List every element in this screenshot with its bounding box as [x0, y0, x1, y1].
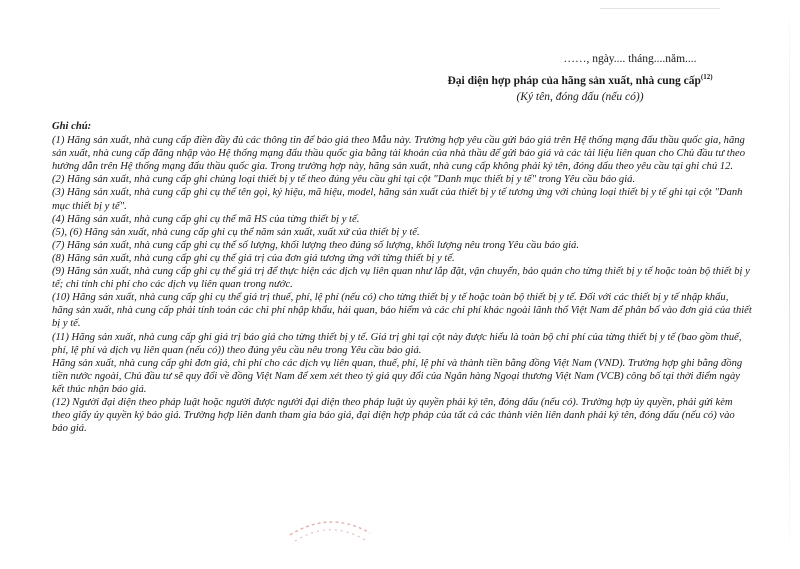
date-line: ……, ngày.... tháng....năm....	[563, 53, 697, 65]
scan-mark	[600, 8, 720, 9]
note-4: (4) Hãng sản xuất, nhà cung cấp ghi cụ thể mã HS của từng thiết bị y tế.	[52, 213, 360, 225]
note-10: (10) Hãng sản xuất, nhà cung cấp ghi cụ thể giá trị thuế, phí, lệ phí (nếu có) cho từng thiết bị y tế hoặc toàn bộ thiết bị y tế. Đối với các thiết bị y tế nhập khẩu, hãng sản xuất, nhà cung cấp phải tính toán các chi phí nhập khẩu, hải quan, bảo hiểm và các chi phí khác ngoài lãnh thổ Việt Nam để phân bổ vào đơn giá của thiết bị y tế.	[52, 292, 752, 330]
note-3: (3) Hãng sản xuất, nhà cung cấp ghi cụ thể tên gọi, ký hiệu, mã hiệu, model, hãng sản xuất của thiết bị y tế tương ứng với chủng loại thiết bị y tế ghi tại cột "Danh mục thiết bị y tế".	[52, 187, 743, 212]
note-8: (8) Hãng sản xuất, nhà cung cấp ghi cụ thể giá trị của đơn giá tương ứng với từng thiết bị y tế.	[52, 252, 455, 264]
note-12: (12) Người đại diện theo pháp luật hoặc người được người đại diện theo pháp luật ủy quyền phải ký tên, đóng dấu (nếu có). Trường hợp ủy quyền, phải gửi kèm theo giấy ủy quyền ký báo giá. Trường hợp liên danh tham gia báo giá, đại diện hợp pháp của tất cả các thành viên liên danh phải ký tên, đóng dấu (nếu có) vào báo giá.	[52, 396, 735, 435]
signature-title-text: Đại diện hợp pháp của hãng sản xuất, nhà cung cấp	[447, 74, 701, 87]
note-9: (9) Hãng sản xuất, nhà cung cấp ghi cụ thể giá trị để thực hiện các dịch vụ liên quan như lắp đặt, vận chuyển, bảo quản cho từng thiết bị y tế hoặc toàn bộ thiết bị y tế; chi tính chi phí cho các dịch vụ liên quan trong nước.	[52, 266, 750, 291]
note-7: (7) Hãng sản xuất, nhà cung cấp ghi cụ thể số lượng, khối lượng theo đúng số lượng, khối lượng nêu trong Yêu cầu báo giá.	[52, 239, 580, 251]
faded-stamp	[285, 505, 375, 545]
note-5-6: (5), (6) Hãng sản xuất, nhà cung cấp ghi cụ thể năm sản xuất, xuất xứ của thiết bị y tế.	[52, 226, 420, 238]
signature-block	[380, 52, 780, 105]
note-1: (1) Hãng sản xuất, nhà cung cấp điền đầy đủ các thông tin để báo giá theo Mẫu này. Trường hợp yêu cầu gửi báo giá trên Hệ thống mạng đấu thầu quốc gia, hãng sản xuất, nhà cung cấp đăng nhập vào Hệ thống mạng đấu thầu quốc gia bằng tài khoản của nhà thầu để gửi báo giá và các tài liệu liên quan cho Chủ đầu tư theo hướng dẫn trên Hệ thống mạng đấu thầu quốc gia. Trong trường hợp này, hãng sản xuất, nhà cung cấp không phải ký tên, đóng dấu theo yêu cầu tại ghi chú 12.	[52, 135, 746, 173]
note-2: (2) Hãng sản xuất, nhà cung cấp ghi chủng loại thiết bị y tế theo đúng yêu cầu ghi tại cột "Danh mục thiết bị y tế" trong Yêu cầu báo giá.	[52, 174, 636, 186]
signature-title-footnote: (12)	[700, 73, 713, 81]
signature-title	[380, 69, 780, 89]
note-11-currency: Hãng sản xuất, nhà cung cấp ghi đơn giá, chi phí cho các dịch vụ liên quan, thuế, phí, lệ phí và thành tiền bằng đồng Việt Nam (VND). Trường hợp ghi bằng đồng tiền nước ngoài, Chủ đầu tư sẽ quy đổi về đồng Việt Nam để xem xét theo tỷ giá quy đổi của Ngân hàng Ngoại thương Việt Nam (VCB) công bố tại thời điểm ngày kết thúc nhận báo giá.	[52, 357, 743, 395]
signature-subtitle: (Ký tên, đóng dấu (nếu có))	[516, 90, 644, 103]
scan-edge	[789, 0, 790, 569]
note-11: (11) Hãng sản xuất, nhà cung cấp ghi giá trị báo giá cho từng thiết bị y tế. Giá trị ghi tại cột này được hiểu là toàn bộ chi phí của từng thiết bị y tế (bao gồm thuế, phí, lệ phí và dịch vụ liên quan (nếu có)) theo đúng yêu cầu nêu trong Yêu cầu báo giá.	[52, 331, 742, 356]
notes-section	[52, 120, 752, 435]
notes-heading: Ghi chú:	[52, 121, 92, 132]
